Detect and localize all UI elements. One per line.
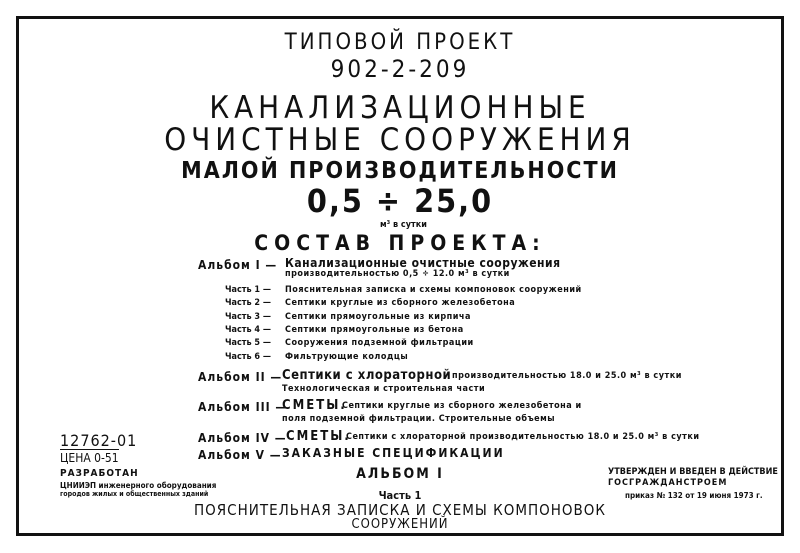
document-title-line-2: СООРУЖЕНИЙ <box>351 517 449 532</box>
capacity-range: 0,5 ÷ 25,0 <box>306 182 494 220</box>
album-label: Альбом V — <box>198 448 282 462</box>
part-text: Септики прямоугольные из бетона <box>285 325 464 335</box>
developer-org-line-1: ЦНИИЭП инженерного оборудования <box>60 481 217 490</box>
current-album: АЛЬБОМ I <box>356 466 444 482</box>
album-title: СМЕТЫ. <box>282 398 347 413</box>
subtitle: МАЛОЙ ПРОИЗВОДИТЕЛЬНОСТИ <box>181 158 619 184</box>
part-label: Часть 1 — <box>225 285 271 295</box>
title-line-2: ОЧИСТНЫЕ СООРУЖЕНИЯ <box>164 122 636 158</box>
developer-org-line-2: городов жилых и общественных зданий <box>60 490 209 498</box>
part-label: Часть 3 — <box>225 312 271 322</box>
project-type: ТИПОВОЙ ПРОЕКТ <box>284 30 516 55</box>
album-title: СМЕТЫ. <box>286 429 351 444</box>
album-title-tail: производительностью 18.0 и 25.0 м³ в сутки <box>452 371 682 381</box>
album-title: Септики с хлораторной <box>282 368 452 383</box>
album-title: ЗАКАЗНЫЕ СПЕЦИФИКАЦИИ <box>282 446 505 460</box>
approval-line-1: УТВЕРЖДЕН И ВВЕДЕН В ДЕЙСТВИЕ <box>608 467 778 477</box>
part-text: Сооружения подземной фильтрации <box>285 338 474 348</box>
album-subtitle: поля подземной фильтрации. Строительные объемы <box>282 414 556 424</box>
album-label: Альбом II — <box>198 370 283 384</box>
approval-order: приказ № 132 от 19 июня 1973 г. <box>625 491 763 500</box>
album-title: Канализационные очистные сооружения <box>285 256 561 270</box>
album-label: Альбом IV — <box>198 431 287 445</box>
part-label: Часть 6 — <box>225 352 271 362</box>
document-title-line-1: ПОЯСНИТЕЛЬНАЯ ЗАПИСКА И СХЕМЫ КОМПОНОВОК <box>194 501 606 519</box>
part-text: Пояснительная записка и схемы компоновок сооружений <box>285 285 582 295</box>
capacity-unit: м³ в сутки <box>380 220 427 230</box>
part-label: Часть 4 — <box>225 325 271 335</box>
album-title-tail: Септики круглые из сборного железобетона и <box>342 401 582 411</box>
developed-label: РАЗРАБОТАН <box>60 468 139 479</box>
album-subtitle: Технологическая и строительная части <box>282 384 486 394</box>
part-text: Фильтрующие колодцы <box>285 352 409 362</box>
approval-line-2: ГОСГРАЖДАНСТРОЕМ <box>608 478 728 488</box>
part-label: Часть 5 — <box>225 338 271 348</box>
part-label: Часть 2 — <box>225 298 271 308</box>
part-text: Септики круглые из сборного железобетона <box>285 298 516 308</box>
title-line-1: КАНАЛИЗАЦИОННЫЕ <box>209 90 591 126</box>
album-subtitle: производительностью 0,5 ÷ 12.0 м³ в сутки <box>285 269 510 279</box>
album-label: Альбом I — <box>198 258 278 272</box>
part-text: Септики прямоугольные из кирпича <box>285 312 471 322</box>
album-label: Альбом III — <box>198 400 288 414</box>
current-part: Часть 1 <box>378 489 422 502</box>
album-title-tail: Септики с хлораторной производительностью 18.0 и 25.0 м³ в сутки <box>346 432 700 442</box>
price: ЦЕНА 0-51 <box>60 451 119 465</box>
project-number: 902-2-209 <box>330 55 470 83</box>
catalog-code: 12762-01 <box>60 431 138 450</box>
composition-heading: СОСТАВ ПРОЕКТА: <box>254 231 546 255</box>
